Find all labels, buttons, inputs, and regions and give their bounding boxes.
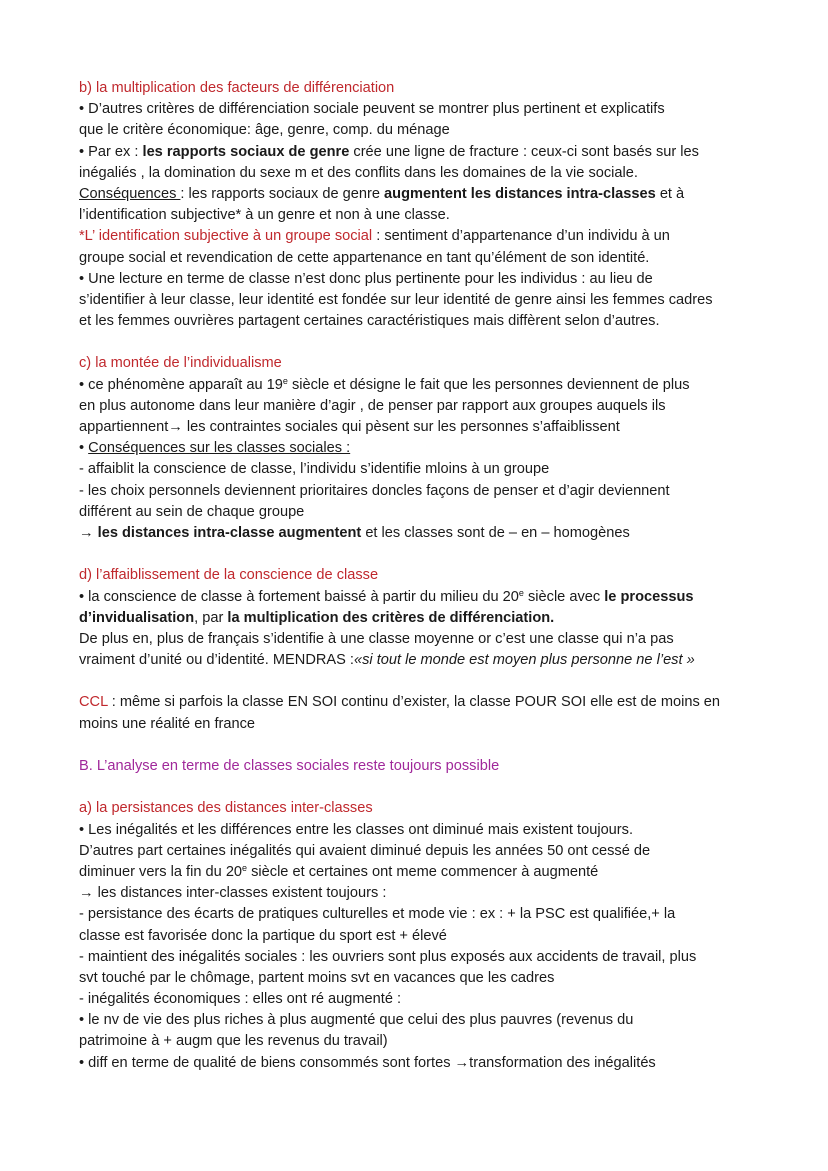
- text-line: • le nv de vie des plus riches à plus augmenté que celui des plus pauvres (revenus du: [79, 1012, 634, 1029]
- text-line: l’identification subjective* à un genre et non à une classe.: [79, 207, 450, 224]
- text-line: [79, 438, 755, 459]
- text-line: s’identifier à leur classe, leur identité est fondée sur leur identité de genre ainsi les femmes cadres: [79, 291, 713, 308]
- underlined-label: Conséquences: [79, 185, 181, 202]
- spacer: [79, 671, 755, 692]
- text-line: - persistance des écarts de pratiques culturelles et mode vie : ex : + la PSC est qualifiée,+ la: [79, 906, 676, 923]
- text-span: • la conscience de classe à fortement baissé à partir du milieu du 20: [79, 588, 519, 605]
- superscript: e: [282, 375, 288, 386]
- text-line: [79, 650, 755, 671]
- text-line: que le critère économique: âge, genre, comp. du ménage: [79, 122, 450, 139]
- text-span: siècle avec: [523, 588, 605, 605]
- text-line: [79, 375, 755, 396]
- text-line: [79, 142, 755, 163]
- bold-term: la multiplication des critères de différenciation.: [227, 609, 555, 626]
- text-span: : sentiment d’appartenance d’un individu à un: [372, 228, 670, 245]
- text-line: en plus autonome dans leur manière d’agir , de penser par rapport aux groupes auquels ils: [79, 397, 666, 414]
- text-line: classe est favorisée donc la partique du sport est + élevé: [79, 927, 447, 944]
- text-span: , par: [194, 609, 228, 626]
- underlined-label: Conséquences sur les classes sociales :: [88, 440, 351, 457]
- bold-term: les distances intra-classe augmentent: [97, 524, 362, 541]
- superscript: e: [242, 862, 248, 873]
- text-line: - maintient des inégalités sociales : les ouvriers sont plus exposés aux accidents de travail, plus: [79, 948, 697, 965]
- spacer: [79, 735, 755, 756]
- part-b-heading: B. L’analyse en terme de classes sociales reste toujours possible: [79, 758, 500, 774]
- heading-b: b) la multiplication des facteurs de différenciation: [79, 80, 395, 96]
- spacer: [79, 544, 755, 565]
- text-line: [79, 587, 755, 608]
- text-span: →: [79, 524, 98, 541]
- superscript: e: [518, 587, 524, 598]
- text-span: diminuer vers la fin du 20: [79, 863, 243, 880]
- text-line: moins une réalité en france: [79, 715, 256, 732]
- text-line: groupe social et revendication de cette appartenance en tant qu’élément de son identité.: [79, 249, 650, 266]
- text-line: [79, 692, 755, 713]
- quote: «si tout le monde est moyen plus personne ne l’est »: [353, 652, 695, 669]
- heading-a: a) la persistances des distances inter-classes: [79, 800, 373, 817]
- heading-d: d) l’affaiblissement de la conscience de classe: [79, 567, 379, 584]
- ccl-label: CCL: [79, 694, 108, 711]
- text-line: inégaliés , la domination du sexe m et des conflits dans les domaines de la vie sociale.: [79, 164, 638, 181]
- text-line: différent au sein de chaque groupe: [79, 503, 305, 520]
- text-line: [79, 608, 755, 629]
- definition-term: *L’ identification subjective à un groupe social: [79, 228, 373, 245]
- text-line: [79, 184, 755, 205]
- text-span: • ce phénomène apparaît au 19: [79, 376, 283, 393]
- bold-term: le processus: [604, 588, 694, 605]
- text-span: et à: [655, 185, 685, 202]
- text-line: [79, 523, 755, 544]
- text-line: - les choix personnels deviennent prioritaires doncles façons de penser et d’agir deviennent: [79, 482, 670, 499]
- text-line: D’autres part certaines inégalités qui avaient diminué depuis les années 50 ont cessé de: [79, 842, 651, 859]
- text-line: et les femmes ouvrières partagent certaines caractéristiques mais diffèrent selon d’autres.: [79, 313, 660, 330]
- document-page: [79, 78, 755, 1074]
- text-line: De plus en, plus de français s’identifie à une classe moyenne or c’est une classe qui n’a pas: [79, 630, 674, 647]
- bold-term: les rapports sociaux de genre: [142, 143, 350, 160]
- text-span: siècle et certaines ont meme commencer à augmenté: [247, 863, 599, 880]
- text-line: - inégalités économiques : elles ont ré augmenté :: [79, 991, 402, 1008]
- text-line: → les distances inter-classes existent toujours :: [79, 885, 387, 902]
- text-line: appartiennent→ les contraintes sociales qui pèsent sur les personnes s’affaiblissent: [79, 419, 620, 435]
- text-span: crée une ligne de fracture : ceux-ci sont basés sur les: [349, 143, 699, 160]
- text-span: siècle et désigne le fait que les personnes deviennent de plus: [287, 376, 690, 393]
- text-line: • diff en terme de qualité de biens consommés sont fortes →transformation des inégalités: [79, 1054, 656, 1071]
- text-line: [79, 862, 755, 883]
- text-span: •: [79, 440, 89, 457]
- text-line: • Les inégalités et les différences entre les classes ont diminué mais existent toujours.: [79, 821, 634, 838]
- text-line: patrimoine à + augm que les revenus du travail): [79, 1033, 388, 1050]
- text-span: : les rapports sociaux de genre: [180, 185, 385, 202]
- text-span: et les classes sont de – en – homogènes: [361, 524, 630, 541]
- text-line: svt touché par le chômage, partent moins svt en vacances que les cadres: [79, 969, 555, 986]
- bold-term: d’invidualisation: [79, 609, 195, 626]
- text-span: : même si parfois la classe EN SOI continu d’exister, la classe POUR SOI elle est de moins en: [107, 694, 721, 711]
- text-span: • Par ex :: [79, 143, 143, 160]
- bold-term: augmentent les distances intra-classes: [384, 185, 656, 202]
- heading-c: c) la montée de l’individualisme: [79, 355, 282, 372]
- text-line: [79, 226, 755, 247]
- spacer: [79, 777, 755, 798]
- text-line: - affaiblit la conscience de classe, l’individu s’identifie mloins à un groupe: [79, 461, 550, 478]
- spacer: [79, 332, 755, 353]
- text-line: • Une lecture en terme de classe n’est donc plus pertinente pour les individus : au lieu de: [79, 270, 653, 287]
- text-line: • D’autres critères de différenciation sociale peuvent se montrer plus pertinent et explicatifs: [79, 101, 665, 118]
- text-span: vraiment d’unité ou d’identité. MENDRAS :: [79, 652, 354, 669]
